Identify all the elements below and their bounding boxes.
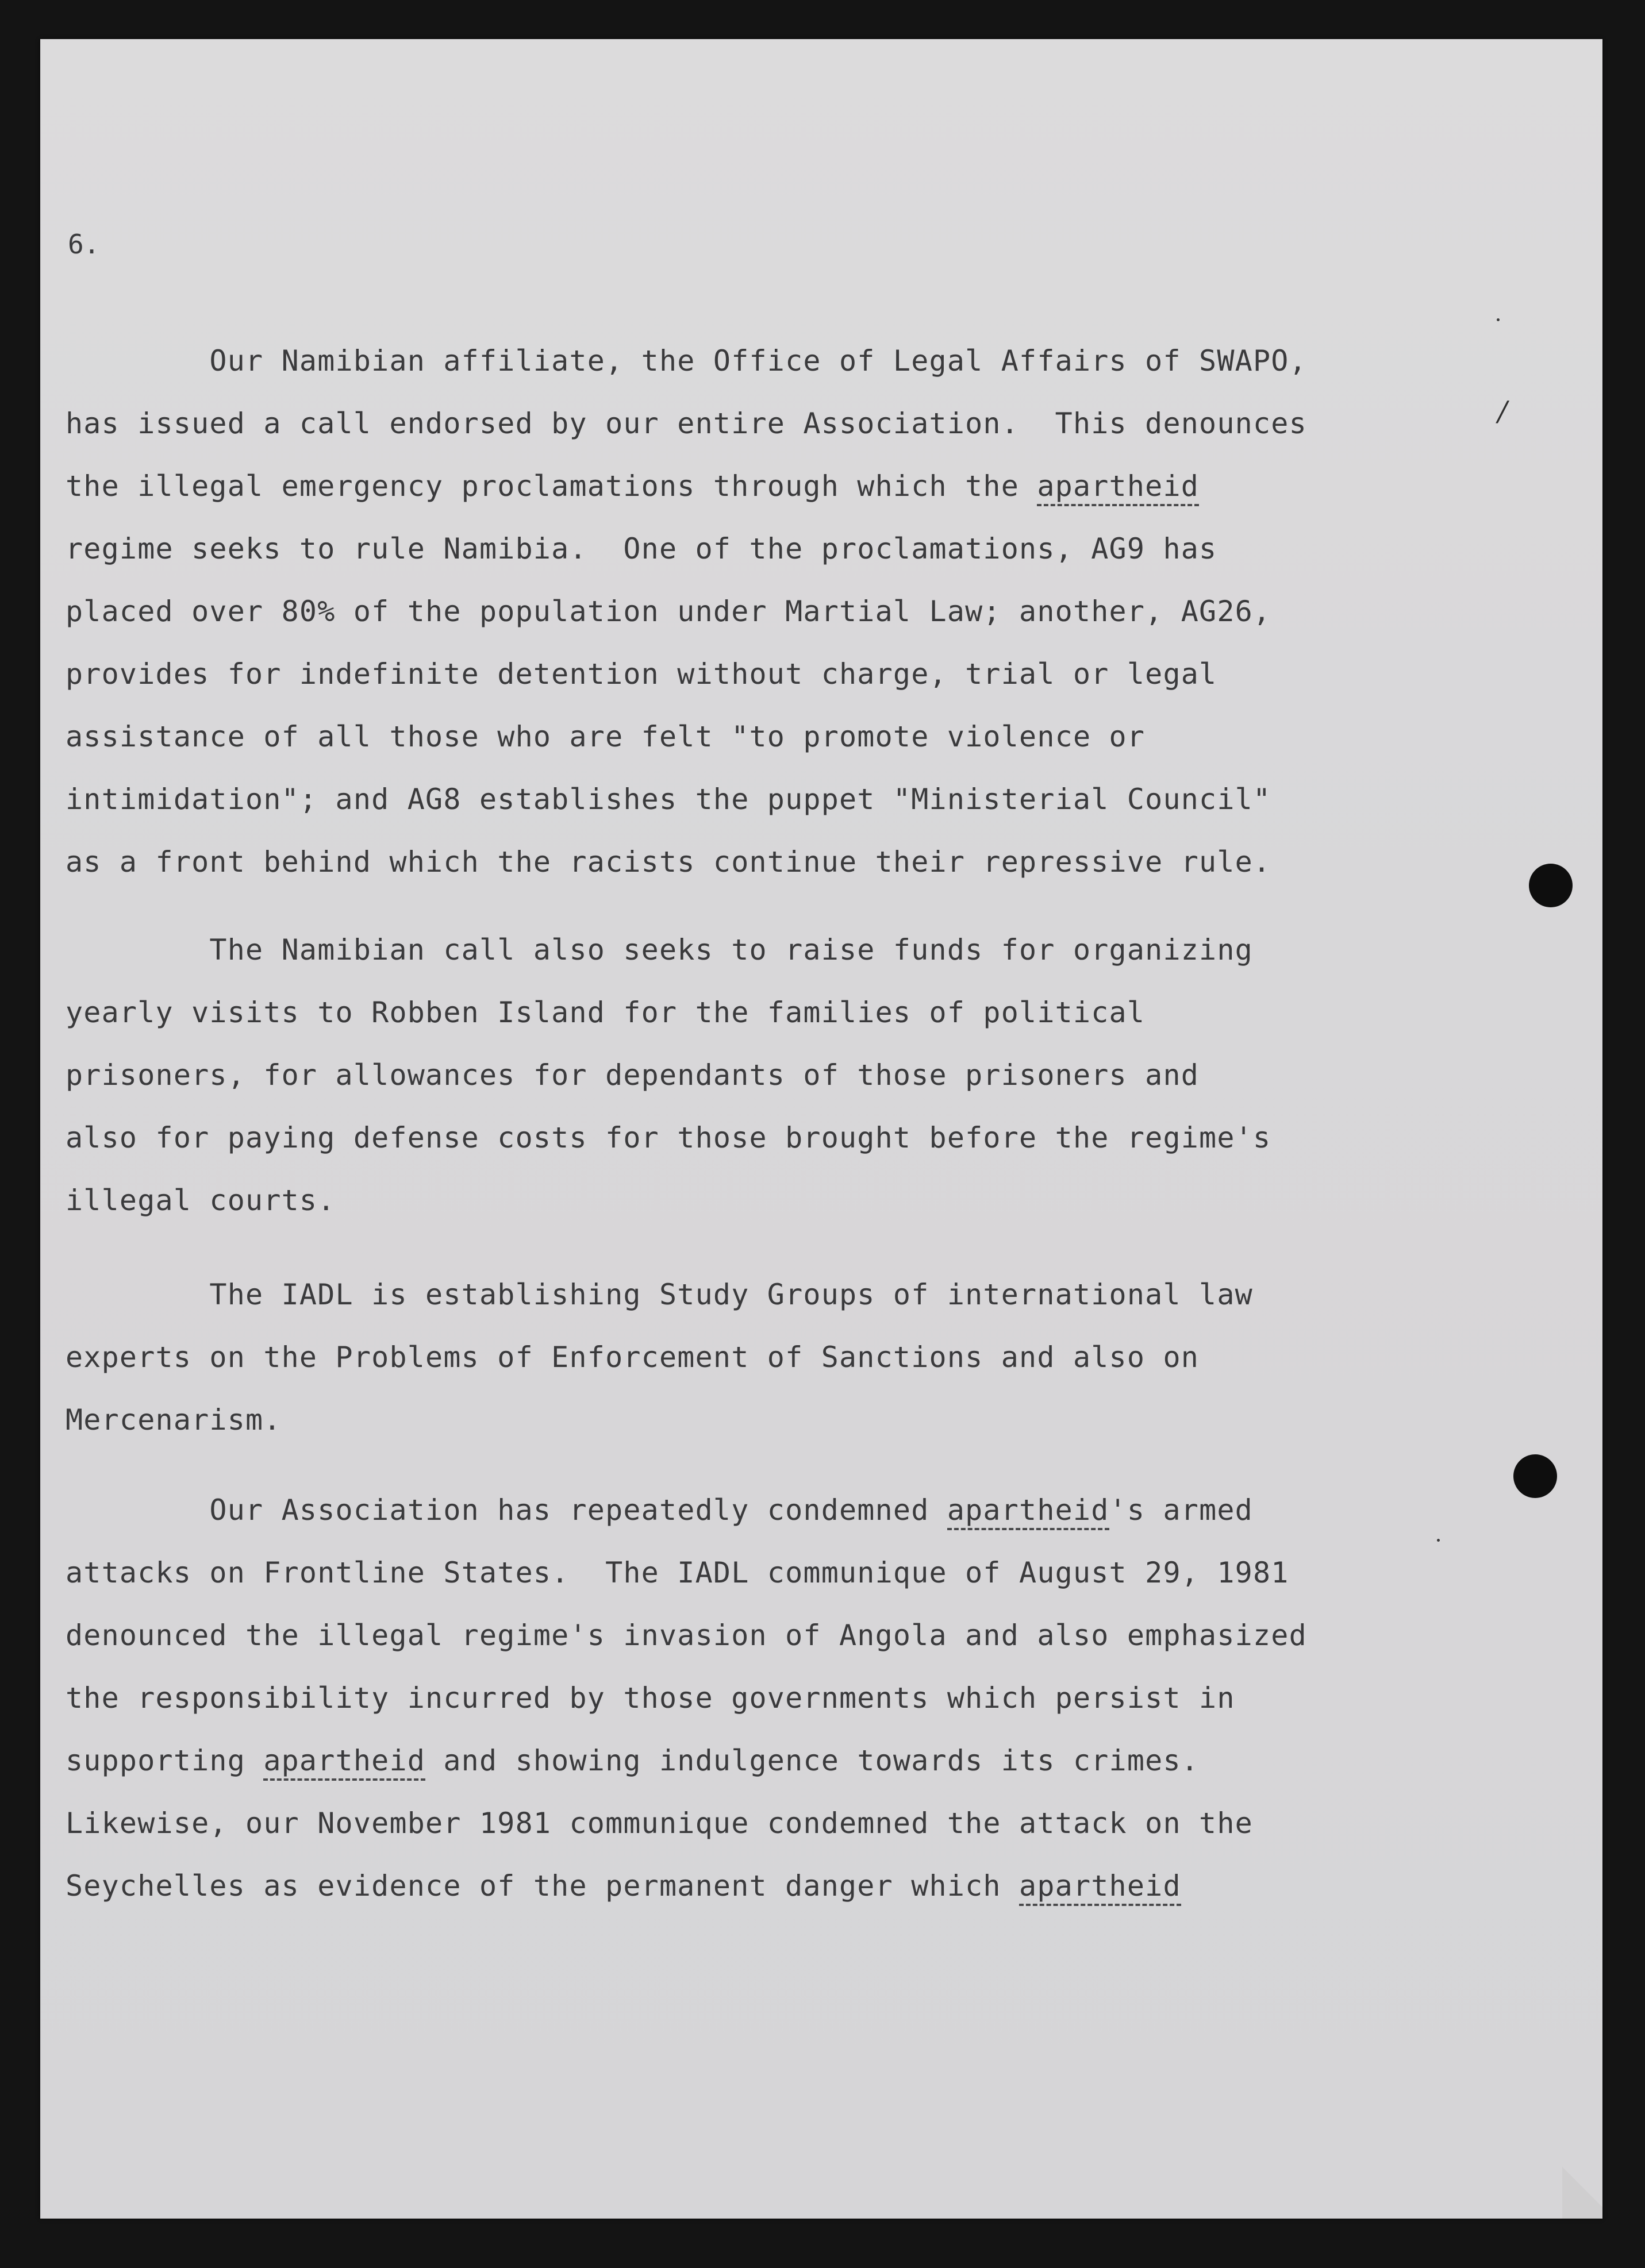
text-line: [66, 998, 1145, 1027]
text-segment: provides for indefinite detention without charge, trial or legal: [66, 657, 1217, 691]
text-segment: The IADL is establishing Study Groups of international law: [66, 1278, 1253, 1311]
underlined-word: apartheid: [1037, 469, 1199, 506]
document-page: [40, 39, 1602, 2219]
folded-corner: [1562, 2155, 1602, 2219]
text-segment: the responsibility incurred by those governments which persist in: [66, 1681, 1235, 1715]
text-segment: and showing indulgence towards its crimes.: [425, 1744, 1200, 1777]
text-line: [66, 785, 1271, 814]
text-segment: 's armed: [1109, 1493, 1253, 1527]
text-line: [66, 1058, 1200, 1092]
text-line: [66, 657, 1217, 691]
text-segment: intimidation"; and AG8 establishes the puppet "Ministerial Council": [66, 783, 1271, 816]
text-segment: Our Namibian affiliate, the Office of Legal Affairs of SWAPO,: [66, 344, 1307, 378]
text-segment: prisoners, for allowances for dependants of those prisoners and: [66, 1058, 1200, 1092]
text-segment: the illegal emergency proclamations through which the: [66, 469, 1037, 503]
text-segment: Seychelles as evidence of the permanent danger which: [66, 1869, 1020, 1903]
text-segment: regime seeks to rule Namibia. One of the proclamations, AG9 has: [66, 532, 1217, 565]
text-line: [66, 933, 1253, 967]
punch-hole: [1513, 1454, 1557, 1498]
text-line: [66, 1186, 336, 1215]
text-line: [66, 1280, 1253, 1309]
text-line: [66, 534, 1217, 563]
text-line: [66, 722, 1145, 751]
text-line: [66, 1746, 1199, 1775]
text-line: [66, 1343, 1199, 1372]
text-segment: assistance of all those who are felt "to promote violence or: [66, 720, 1146, 753]
underlined-word: apartheid: [1019, 1869, 1181, 1906]
text-segment: as a front behind which the racists continue their repressive rule.: [66, 845, 1271, 879]
text-segment: experts on the Problems of Enforcement of Sanctions and also on: [66, 1341, 1200, 1374]
text-line: [66, 1621, 1307, 1650]
paper-speck: [1437, 1539, 1440, 1542]
text-line: [66, 1123, 1271, 1152]
text-segment: supporting: [66, 1744, 264, 1777]
text-segment: yearly visits to Robben Island for the families of political: [66, 996, 1146, 1029]
text-line: [66, 469, 1200, 503]
text-segment: Our Association has repeatedly condemned: [66, 1493, 947, 1527]
page-number: 6.: [68, 229, 100, 260]
text-segment: also for paying defense costs for those brought before the regime's: [66, 1121, 1271, 1154]
text-segment: denounced the illegal regime's invasion of Angola and also emphasized: [66, 1619, 1307, 1652]
text-line: [66, 1493, 1253, 1527]
text-segment: has issued a call endorsed by our entire Association. This denounces: [66, 407, 1307, 440]
text-segment: The Namibian call also seeks to raise funds for organizing: [66, 933, 1253, 967]
text-line: [66, 597, 1271, 626]
text-line: [66, 1681, 1235, 1715]
punch-hole: [1529, 864, 1573, 907]
text-segment: illegal courts.: [66, 1184, 336, 1217]
text-line: [66, 409, 1307, 438]
text-segment: placed over 80% of the population under Martial Law; another, AG26,: [66, 595, 1271, 628]
paper-speck: [1497, 318, 1500, 321]
underlined-word: apartheid: [947, 1493, 1109, 1530]
text-line: [66, 1558, 1289, 1587]
text-segment: attacks on Frontline States. The IADL communique of August 29, 1981: [66, 1556, 1289, 1589]
underlined-word: apartheid: [263, 1744, 425, 1781]
text-line: [66, 1809, 1253, 1838]
text-line: [66, 1403, 282, 1437]
text-segment: Mercenarism.: [66, 1403, 282, 1437]
text-line: [66, 845, 1271, 879]
text-segment: Likewise, our November 1981 communique condemned the attack on the: [66, 1807, 1253, 1840]
margin-mark: /: [1498, 395, 1508, 428]
text-line: [66, 344, 1307, 378]
text-line: [66, 1869, 1181, 1903]
